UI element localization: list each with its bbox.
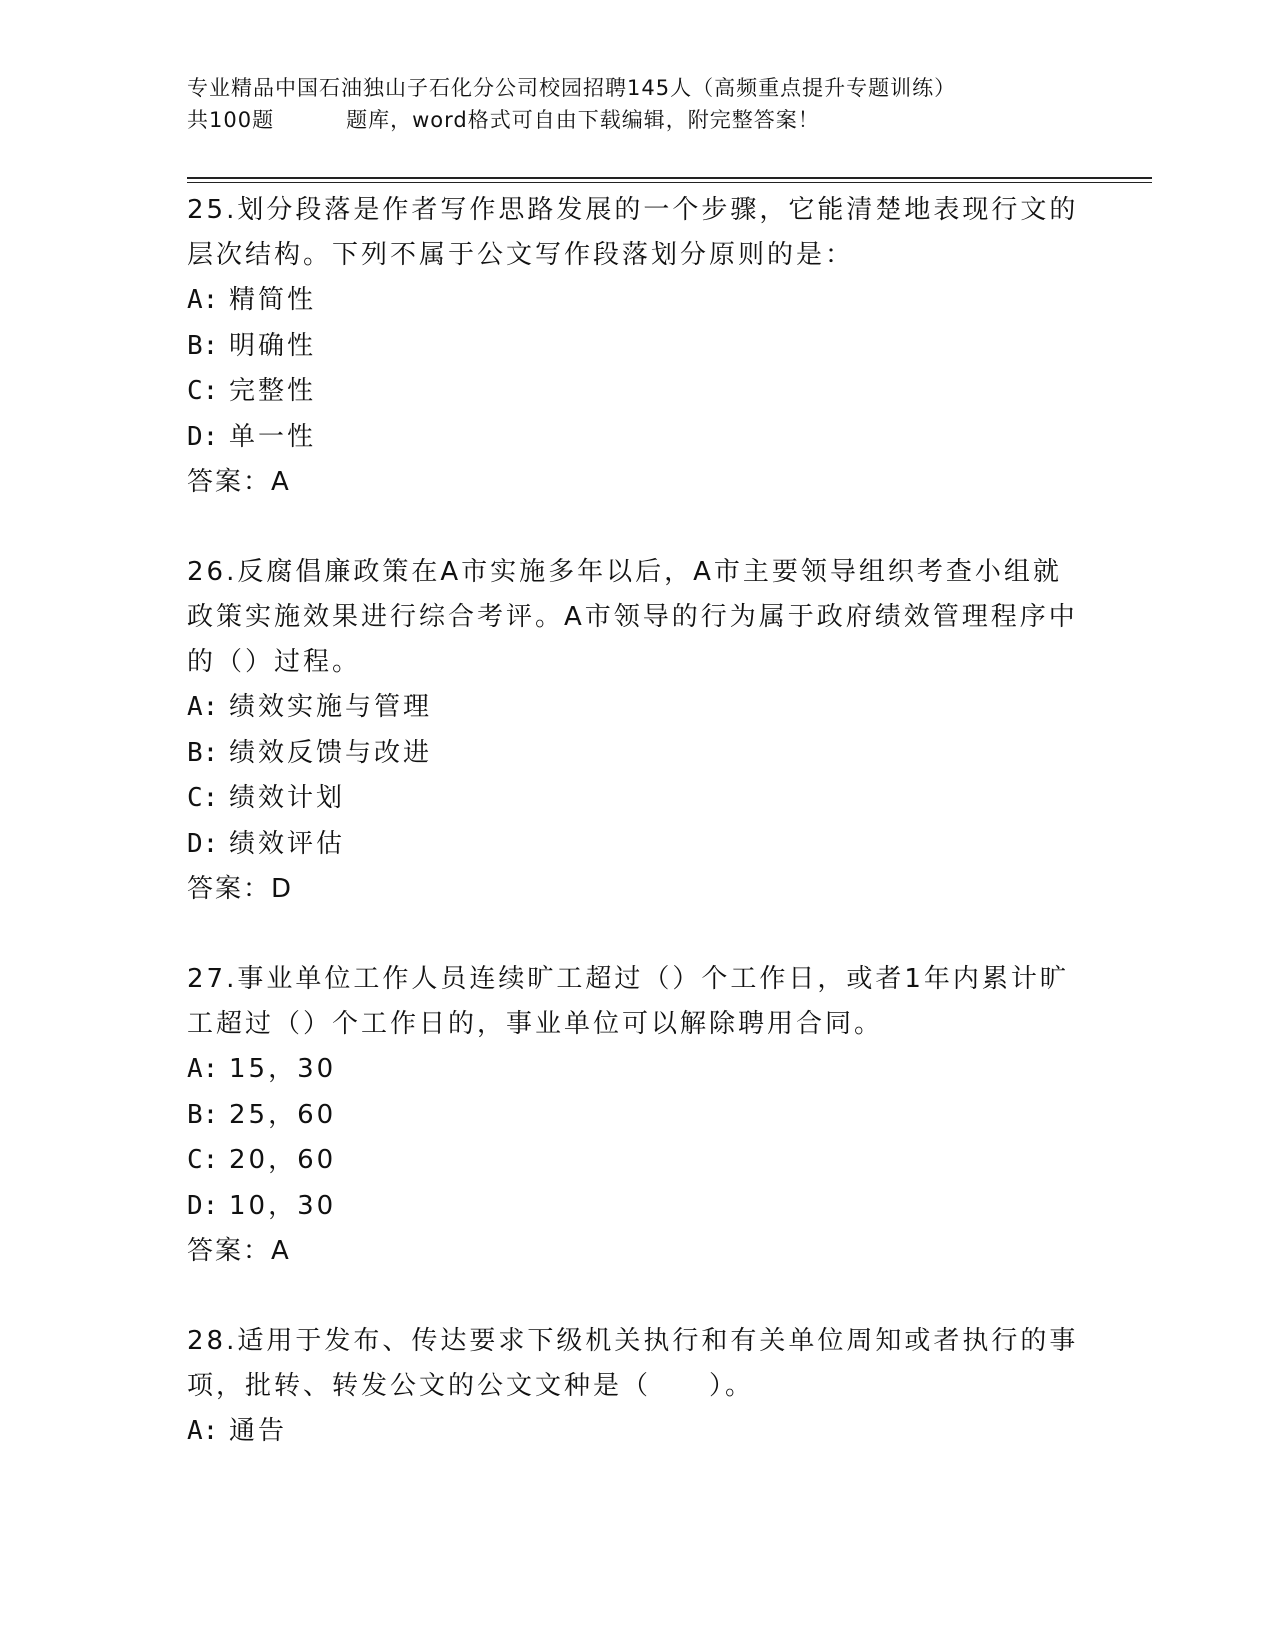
option-text: 15，30 — [229, 1054, 337, 1084]
question-26 — [187, 550, 1087, 912]
option-key: B: — [187, 330, 219, 361]
option-b — [187, 1093, 1087, 1139]
option-key: A: — [187, 285, 219, 315]
option-c — [187, 776, 1087, 822]
question-27 — [187, 957, 1087, 1274]
header-description: 题库，word格式可自由下载编辑，附完整答案！ — [346, 108, 820, 132]
header-subtitle — [187, 104, 1187, 136]
option-b — [187, 324, 1087, 370]
option-a — [187, 1409, 1087, 1455]
option-key: A: — [187, 1416, 219, 1446]
question-text: 25.划分段落是作者写作思路发展的一个步骤，它能清楚地表现行文的层次结构。下列不属于公文写作段落划分原则的是： — [187, 195, 1079, 270]
option-a — [187, 1047, 1087, 1093]
option-b — [187, 731, 1087, 777]
option-text: 绩效反馈与改进 — [229, 737, 433, 768]
header-divider-thick — [187, 177, 1152, 179]
header-title: 专业精品中国石油独山子石化分公司校园招聘145人（高频重点提升专题训练） — [187, 76, 957, 100]
option-text: 精简性 — [229, 285, 317, 315]
option-key: D: — [187, 828, 219, 859]
option-key: A: — [187, 692, 219, 722]
option-c — [187, 369, 1087, 415]
question-text: 26.反腐倡廉政策在A市实施多年以后，A市主要领导组织考查小组就政策实施效果进行综合考评。A市领导的行为属于政府绩效管理程序中的（）过程。 — [187, 557, 1078, 677]
answer-label: 答案： — [187, 467, 272, 497]
option-key: D: — [187, 1190, 219, 1221]
option-text: 绩效评估 — [229, 828, 346, 859]
option-key: D: — [187, 421, 219, 452]
option-key: C: — [187, 783, 219, 813]
option-text: 明确性 — [229, 330, 317, 361]
answer-value: A — [271, 1236, 289, 1266]
option-a — [187, 278, 1087, 324]
option-text: 单一性 — [229, 421, 317, 452]
document-header — [187, 72, 1187, 136]
answer — [187, 867, 1087, 912]
option-key: B: — [187, 737, 219, 768]
question-list — [187, 188, 1087, 1500]
option-text: 完整性 — [229, 376, 317, 406]
option-d — [187, 415, 1087, 461]
answer — [187, 1229, 1087, 1274]
header-count: 共100题 — [187, 108, 275, 132]
answer — [187, 460, 1087, 505]
answer-label: 答案： — [187, 874, 272, 904]
option-text: 绩效计划 — [229, 783, 346, 813]
option-key: C: — [187, 1145, 219, 1175]
option-key: C: — [187, 376, 219, 406]
header-divider-thin — [187, 182, 1152, 183]
answer-value: A — [271, 467, 289, 497]
answer-value: D — [271, 874, 292, 904]
option-a — [187, 685, 1087, 731]
option-d — [187, 822, 1087, 868]
option-text: 通告 — [229, 1416, 288, 1446]
option-text: 10，30 — [229, 1190, 337, 1221]
question-text: 27.事业单位工作人员连续旷工超过（）个工作日，或者1年内累计旷工超过（）个工作日的，事业单位可以解除聘用合同。 — [187, 964, 1069, 1039]
option-d — [187, 1184, 1087, 1230]
option-text: 25，60 — [229, 1099, 337, 1130]
question-28 — [187, 1319, 1087, 1455]
option-text: 绩效实施与管理 — [229, 692, 433, 722]
option-key: B: — [187, 1099, 219, 1130]
option-c — [187, 1138, 1087, 1184]
question-25 — [187, 188, 1087, 505]
question-text: 28.适用于发布、传达要求下级机关执行和有关单位周知或者执行的事项，批转、转发公文的公文文种是（ ）。 — [187, 1326, 1079, 1401]
option-key: A: — [187, 1054, 219, 1084]
option-text: 20，60 — [229, 1145, 337, 1175]
answer-label: 答案： — [187, 1236, 272, 1266]
